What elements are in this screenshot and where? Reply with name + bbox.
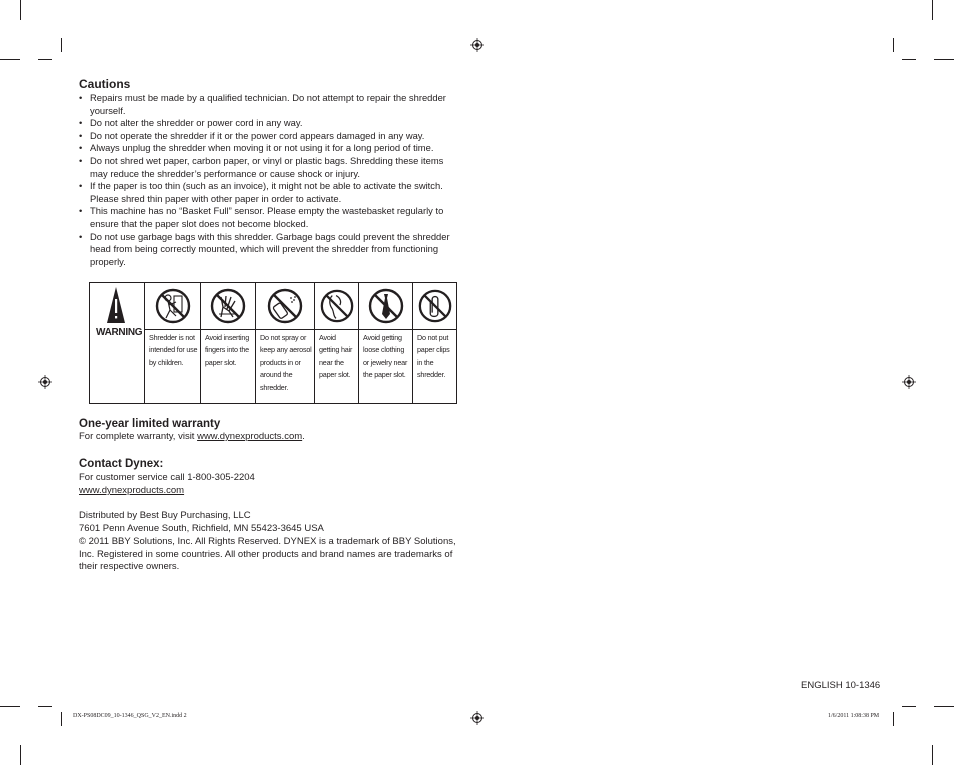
registration-mark-icon bbox=[902, 375, 916, 389]
crop-mark bbox=[902, 706, 916, 707]
warranty-text: For complete warranty, visit www.dynexproducts.com. bbox=[79, 431, 305, 442]
crop-mark bbox=[20, 745, 21, 765]
registration-mark-icon bbox=[470, 38, 484, 52]
crop-mark bbox=[893, 712, 894, 726]
crop-mark bbox=[20, 0, 21, 20]
warning-cell bbox=[413, 283, 457, 403]
warning-cell-text: Do not put paper clips in the shredder. bbox=[417, 333, 450, 380]
crop-mark bbox=[38, 706, 52, 707]
crop-mark bbox=[38, 59, 52, 60]
warning-cell-text: Shredder is not intended for use by children. bbox=[149, 333, 198, 367]
warning-header-cell bbox=[90, 283, 145, 403]
cautions-heading: Cautions bbox=[79, 77, 131, 91]
warning-cell bbox=[315, 283, 359, 403]
file-slug: DX-PS08DC09_10-1346_QSG_V2_EN.indd 2 bbox=[73, 713, 187, 719]
list-item: • Do not shred wet paper, carbon paper, or vinyl or plastic bags. Shredding these items may reduce the shredder’s performance or cause shock or injury. bbox=[79, 155, 459, 180]
warning-cell bbox=[359, 283, 413, 403]
list-item: • If the paper is too thin (such as an invoice), it might not be able to activate the switch. Please shred thin paper with other paper in order to activate. bbox=[79, 180, 459, 205]
no-fingers-icon bbox=[209, 287, 247, 325]
crop-mark bbox=[0, 706, 20, 707]
no-tie-icon bbox=[367, 287, 405, 325]
warning-cell bbox=[201, 283, 256, 403]
no-paperclip-icon bbox=[417, 288, 453, 324]
contact-phone: For customer service call 1-800-305-2204 bbox=[79, 472, 255, 483]
crop-mark bbox=[61, 712, 62, 726]
registration-mark-icon bbox=[38, 375, 52, 389]
warning-cell bbox=[256, 283, 315, 403]
warning-cell bbox=[145, 283, 201, 403]
crop-mark bbox=[934, 706, 954, 707]
no-aerosol-icon bbox=[266, 287, 304, 325]
list-item: • Always unplug the shredder when moving it or not using it for a long period of time. bbox=[79, 142, 459, 155]
warranty-link[interactable]: www.dynexproducts.com bbox=[197, 431, 303, 442]
list-item: • Repairs must be made by a qualified technician. Do not attempt to repair the shredder yourself. bbox=[79, 92, 459, 117]
crop-mark bbox=[932, 0, 933, 20]
registration-mark-icon bbox=[470, 711, 484, 725]
warning-cell-text: Avoid getting loose clothing or jewelry near the paper slot. bbox=[363, 333, 408, 380]
contact-website-link[interactable]: www.dynexproducts.com bbox=[79, 485, 185, 496]
no-hair-icon bbox=[319, 288, 355, 324]
warning-cell-text: Do not spray or keep any aerosol products in or around the shredder. bbox=[260, 333, 312, 392]
warning-cell-text: Avoid inserting fingers into the paper slot. bbox=[205, 333, 250, 367]
copyright-text: © 2011 BBY Solutions, Inc. All Rights Reserved. DYNEX is a trademark of BBY Solutions, Inc. Registered in some countries. All other products and brand names are trademarks of their respective owners. bbox=[79, 536, 456, 573]
crop-mark bbox=[0, 59, 20, 60]
list-item: • Do not use garbage bags with this shredder. Garbage bags could prevent the shredder head from being correctly mounted, which will prevent the shredder from functioning properly. bbox=[79, 231, 459, 269]
crop-mark bbox=[932, 745, 933, 765]
date-slug: 1/6/2011 1:08:38 PM bbox=[828, 713, 880, 719]
page-label: ENGLISH 10-1346 bbox=[801, 680, 881, 691]
crop-mark bbox=[934, 59, 954, 60]
crop-mark bbox=[893, 38, 894, 52]
crop-mark bbox=[61, 38, 62, 52]
warning-cell-text: Avoid getting hair near the paper slot. bbox=[319, 333, 353, 380]
list-item: • Do not alter the shredder or power cord in any way. bbox=[79, 117, 459, 130]
crop-mark bbox=[902, 59, 916, 60]
warning-table bbox=[89, 282, 457, 404]
contact-heading: Contact Dynex: bbox=[79, 458, 164, 470]
warranty-heading: One-year limited warranty bbox=[79, 418, 221, 430]
distributor-text: Distributed by Best Buy Purchasing, LLC bbox=[79, 510, 251, 521]
address-text: 7601 Penn Avenue South, Richfield, MN 55423-3645 USA bbox=[79, 523, 324, 534]
list-item: • Do not operate the shredder if it or the power cord appears damaged in any way. bbox=[79, 130, 459, 143]
list-item: • This machine has no “Basket Full” sensor. Please empty the wastebasket regularly to ensure that the paper slot does not become blocked. bbox=[79, 205, 459, 230]
no-children-icon bbox=[154, 287, 192, 325]
warning-label: WARNING bbox=[96, 327, 143, 338]
cautions-list bbox=[79, 92, 459, 268]
warning-triangle-icon bbox=[106, 286, 126, 324]
